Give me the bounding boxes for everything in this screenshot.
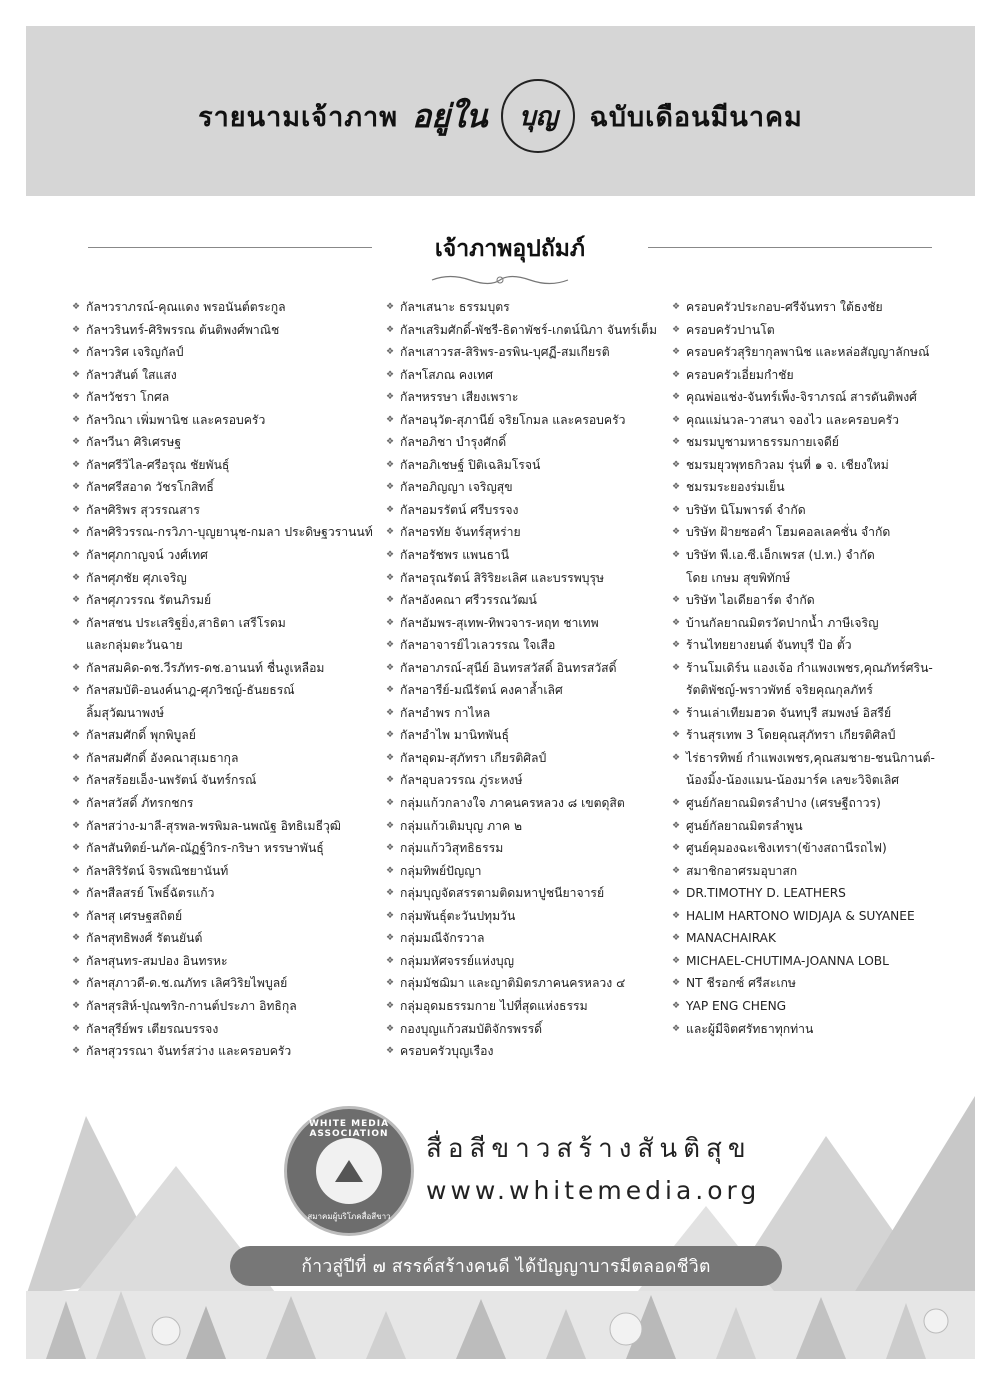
- column-2: [386, 296, 676, 1063]
- list-item: ❖ กัลฯอังคณา ศรีวรรณวัฒน์: [386, 589, 676, 612]
- list-item: ❖ ครอบครัวประกอบ-ศรีจันทรา ใต้ธงชัย: [672, 296, 972, 319]
- title-badge-text: บุญ: [519, 101, 558, 132]
- list-item: ❖ คุณพ่อแช่ง-จันทร์เพ็ง-จิราภรณ์ สารดันติพงศ์: [672, 386, 972, 409]
- list-item: ❖ กัลฯอำไพ มานิทพันธุ์: [386, 724, 676, 747]
- list-item: ❖ กัลฯสีลสรย์ โพธิ์ฉัตรแก้ว: [72, 882, 384, 905]
- list-item: ❖ กลุ่มบุญจัดสรรตามติดมหาปูชนียาจารย์: [386, 882, 676, 905]
- title-badge: [501, 79, 575, 153]
- list-item: ❖ กัลฯเสาวรส-สิริพร-อรพิน-บุศฏี-สมเกียรติ: [386, 341, 676, 364]
- list-item: ❖ กัลฯอำพร กาไหล: [386, 702, 676, 725]
- list-item: ❖ บ้านกัลยาณมิตรวัดปากน้ำ ภาษีเจริญ: [672, 612, 972, 635]
- list-item: ❖ กัลฯวสันต์ ใสแสง: [72, 364, 384, 387]
- list-item: ❖ MANACHAIRAK: [672, 927, 972, 950]
- list-item: ❖ ศูนย์กัลยาณมิตรลำปาง (เศรษฐีถาวร): [672, 792, 972, 815]
- flourish-ornament: [430, 271, 570, 289]
- website-link[interactable]: www.whitemedia.org: [426, 1176, 761, 1205]
- list-item: ❖ กัลฯอนุวัต-สุภานีย์ จริยโกมล และครอบครัว: [386, 409, 676, 432]
- list-item: ❖ กัลฯศรีสอาด วัชรโกสิทธิ์: [72, 476, 384, 499]
- list-item: ❖ กองบุญแก้วสมบัติจักรพรรดิ์: [386, 1018, 676, 1041]
- section-title: เจ้าภาพอุปถัมภ์: [434, 236, 586, 262]
- list-item: ❖ กัลฯศิริวรรณ-กรวิภา-บุญยานุช-กมลา ประดิษฐวรานนท์: [72, 521, 384, 544]
- list-item: ❖ กัลฯสุทธิพงศ์ รัตนยันต์: [72, 927, 384, 950]
- white-media-logo: [284, 1106, 414, 1236]
- list-item: ❖ กัลฯอุบลวรรณ ภู่ระหงษ์: [386, 769, 676, 792]
- list-item: ❖ ครอบครัวสุริยากุลพานิช และหล่อสัญญาลักษณ์: [672, 341, 972, 364]
- list-item: ❖ กัลฯศุภกาญจน์ วงศ์เทศ: [72, 544, 384, 567]
- list-item: ❖ กัลฯสิริรัตน์ จิรพณิชยานันท์: [72, 860, 384, 883]
- list-item: ❖ กัลฯสร้อยเอ็ง-นพรัตน์ จันทร์กรณ์: [72, 769, 384, 792]
- list-item: ❖ กัลฯสุรสิห์-ปุณฑริก-กานต์ประภา อิทธิกุล: [72, 995, 384, 1018]
- divider-left: [88, 247, 372, 248]
- list-item: ❖ กัลฯศุภวรรณ รัตนภิรมย์: [72, 589, 384, 612]
- list-item: ❖ กัลฯเสนาะ ธรรมบุตร: [386, 296, 676, 319]
- list-item: ❖ กัลฯวัชรา โกศล: [72, 386, 384, 409]
- list-item: ❖ กัลฯหรรษา เสียงเพราะ: [386, 386, 676, 409]
- list-item: ❖ กัลฯอารีย์-มณีรัตน์ คงคาล้ำเลิศ: [386, 679, 676, 702]
- list-item: ❖ ร้านโมเดิร์น แองเจ้อ กำแพงเพชร,คุณภัทร์ศริน-: [672, 657, 972, 680]
- divider-right: [648, 247, 932, 248]
- footer-banner-text: ก้าวสู่ปีที่ ๗ สรรค์สร้างคนดี ได้ปัญญาบารมีตลอดชีวิต: [301, 1257, 711, 1277]
- list-item: ❖ คุณแม่นวล-วาสนา จองไว และครอบครัว: [672, 409, 972, 432]
- list-item: ❖ กัลฯอุดม-สุภัทรา เกียรติศิลป์: [386, 747, 676, 770]
- list-item: ❖ ศูนย์คุมองฉะเชิงเทรา(ข้างสถานีรถไฟ): [672, 837, 972, 860]
- list-item: ❖ กัลฯสุรีย์พร เตียรณบรรจง: [72, 1018, 384, 1041]
- list-item: ❖ ร้านไทยยางยนต์ จันทบุรี ป้อ ตั้ว: [672, 634, 972, 657]
- list-item: ❖ กัลฯอภิญญา เจริญสุข: [386, 476, 676, 499]
- list-item: ❖ กัลฯอรัชพร แพนธานี: [386, 544, 676, 567]
- list-item: ❖ ศูนย์กัลยาณมิตรลำพูน: [672, 815, 972, 838]
- list-item: ❖ กัลฯสุวรรณา จันทร์สว่าง และครอบครัว: [72, 1040, 384, 1063]
- list-item: ❖ กลุ่มพันธุ์ตะวันปทุมวัน: [386, 905, 676, 928]
- header-banner: [26, 26, 975, 196]
- list-item: ❖ ร้านสุรเทพ 3 โดยคุณสุภัทรา เกียรติศิลป์: [672, 724, 972, 747]
- list-item: ❖ กัลฯศุภชัย ศุภเจริญ: [72, 567, 384, 590]
- list-item: ❖ กัลฯอาภรณ์-สุนีย์ อินทรสวัสดิ์ อินทรสวัสดิ์: [386, 657, 676, 680]
- logo-emblem: [316, 1138, 382, 1204]
- list-item: ❖ กัลฯสมบัติ-อนงค์นาฎ-ศุภวิชญ์-ธันยธรณ์: [72, 679, 384, 702]
- list-item: ❖ กลุ่มทิพย์ปัญญา: [386, 860, 676, 883]
- list-item: ❖ YAP ENG CHENG: [672, 995, 972, 1018]
- list-item: ❖ กัลฯเสริมศักดิ์-พัชรี-ธิดาพัชร์-เกตน์นิภา จันทร์เต็ม: [386, 319, 676, 342]
- section-header: [26, 231, 975, 291]
- header-title-row: [26, 76, 975, 156]
- page: [26, 26, 975, 1359]
- list-item-continuation: โดย เกษม สุขพิทักษ์: [686, 570, 791, 585]
- list-item: ❖ กัลฯสว่าง-มาลี-สุรพล-พรพิมล-นพณัฐ อิทธิเมธีวุฒิ: [72, 815, 384, 838]
- list-item: ❖ ครอบครัวเอี่ยมกำชัย: [672, 364, 972, 387]
- list-item: ❖ กัลฯอภิเชษฐ์ ปิติเฉลิมโรจน์: [386, 454, 676, 477]
- list-item: ❖ กัลฯอมรรัตน์ ศรีบรรจง: [386, 499, 676, 522]
- list-item: ❖ กัลฯวริศ เจริญกัลป์: [72, 341, 384, 364]
- list-item: ❖ กลุ่มแก้วเติมบุญ ภาค ๒: [386, 815, 676, 838]
- list-item: ❖ กัลฯอรทัย จันทร์สุหร่าย: [386, 521, 676, 544]
- column-3: [672, 296, 972, 1040]
- list-item: ❖ กัลฯสันทิตย์-นภัค-ณัฏฐ์วิกร-กริษา หรรษาพันธุ์: [72, 837, 384, 860]
- list-item: ❖ HALIM HARTONO WIDJAJA & SUYANEE: [672, 905, 972, 928]
- logo-triangle-icon: [335, 1160, 363, 1182]
- list-item-continuation: ลิ้มสุวัฒนาพงษ์: [86, 705, 164, 720]
- list-item: ❖ ครอบครัวปานโต: [672, 319, 972, 342]
- list-item: ❖ ครอบครัวบุญเรือง: [386, 1040, 676, 1063]
- column-1: [72, 296, 384, 1063]
- logo-bottom-text: สมาคมผู้บริโภคสื่อสีขาว: [307, 1212, 391, 1221]
- list-item: ❖ กัลฯวิณา เพิ่มพานิช และครอบครัว: [72, 409, 384, 432]
- list-item: ❖ กัลฯสุ เศรษฐสถิตย์: [72, 905, 384, 928]
- list-item: ❖ กัลฯวีนา ศิริเศรษฐ: [72, 431, 384, 454]
- list-item: ❖ กัลฯอาจารย์ไวเลวรรณ ใจเสือ: [386, 634, 676, 657]
- list-item: ❖ กัลฯสมคิด-ดช.วีรภัทร-ดช.อานนท์ ชื่นงูเหลือม: [72, 657, 384, 680]
- list-item: ❖ กัลฯวราภรณ์-คุณแดง พรอนันต์ตระกูล: [72, 296, 384, 319]
- list-item: ❖ กลุ่มแก้วกลางใจ ภาคนครหลวง ๘ เขตดุสิต: [386, 792, 676, 815]
- list-item: ❖ และผู้มีจิตศรัทธาทุกท่าน: [672, 1018, 972, 1041]
- logo-top-text: WHITE MEDIA ASSOCIATION: [308, 1119, 390, 1139]
- list-item: ❖ กลุ่มมหัศจรรย์แห่งบุญ: [386, 950, 676, 973]
- list-item: ❖ NT ชีรอกซ์ ศรีสะเกษ: [672, 972, 972, 995]
- list-item: ❖ กลุ่มมัชฌิมา และญาติมิตรภาคนครหลวง ๔: [386, 972, 676, 995]
- list-item-continuation: น้องมิ้ง-น้องแมน-น้องมาร์ค เลขะวิจิตเลิศ: [686, 773, 900, 788]
- list-item: ❖ กัลฯสมศักดิ์ พุกพิบูลย์: [72, 724, 384, 747]
- list-item: ❖ กัลฯศิริพร สุวรรณสาร: [72, 499, 384, 522]
- list-item: ❖ กัลฯวรินทร์-ศิริพรรณ ต้นติพงศ์พาณิช: [72, 319, 384, 342]
- list-item: ❖ DR.TIMOTHY D. LEATHERS: [672, 882, 972, 905]
- crystals-decoration: [26, 1291, 975, 1359]
- list-item: ❖ กัลฯศรีวิไล-ศรีอรุณ ชัยพันธุ์: [72, 454, 384, 477]
- list-item: ❖ กัลฯสุภาวดี-ด.ช.ณภัทร เลิศวิริยไพบูลย์: [72, 972, 384, 995]
- list-item: ❖ บริษัท ไอเดียอาร์ต จำกัด: [672, 589, 972, 612]
- list-item: ❖ บริษัท นิโมพารต์ จำกัด: [672, 499, 972, 522]
- list-item: ❖ MICHAEL-CHUTIMA-JOANNA LOBL: [672, 950, 972, 973]
- list-item: ❖ กลุ่มอุดมธรรมกาย ไปที่สุดแห่งธรรม: [386, 995, 676, 1018]
- list-item: ❖ สมาชิกอาศรมอุบาสก: [672, 860, 972, 883]
- list-item: ❖ กัลฯอรุณรัตน์ สิริริยะเลิศ และบรรพบุรุษ: [386, 567, 676, 590]
- list-item: ❖ ไร่ธารทิพย์ กำแพงเพชร,คุณสมชาย-ชนนิกานต์-: [672, 747, 972, 770]
- footer: [26, 1076, 975, 1359]
- list-item: ❖ กัลฯอภิชา บำรุงศักดิ์: [386, 431, 676, 454]
- list-item-continuation: รัตติพัชญ์-พราวพัทธ์ จริยคุณกุลภัทร์: [686, 683, 873, 698]
- list-item: ❖ ชมรมระยองร่มเย็น: [672, 476, 972, 499]
- list-item: ❖ บริษัท ฝ้ายซอคำ โฮมคอลเลคชั่น จำกัด: [672, 521, 972, 544]
- list-item: ❖ กัลฯสวัสดิ์ ภัทรกชกร: [72, 792, 384, 815]
- list-item: ❖ ร้านเล่าเทียมฮวด จันทบุรี สมพงษ์ อิสรีย์: [672, 702, 972, 725]
- slogan: สื่อสีขาวสร้างสันติสุข: [426, 1134, 752, 1164]
- list-item: ❖ กลุ่มมณีจักรวาล: [386, 927, 676, 950]
- list-item: ❖ ชมรมยุวพุทธกิวลม รุ่นที่ ๑ จ. เชียงใหม่: [672, 454, 972, 477]
- list-item: ❖ กัลฯสมศักดิ์ อังคณาสุเมธากุล: [72, 747, 384, 770]
- list-item: ❖ กัลฯสุนทร-สมปอง อินทรหะ: [72, 950, 384, 973]
- title-right: ฉบับเดือนมีนาคม: [589, 101, 803, 133]
- title-script: อยู่ใน: [412, 96, 488, 135]
- list-item: ❖ บริษัท พี.เอ.ซี.เอ็กเพรส (ป.ท.) จำกัด: [672, 544, 972, 567]
- title-left: รายนามเจ้าภาพ: [198, 101, 398, 133]
- list-item: ❖ กลุ่มแก้ววิสุทธิธรรม: [386, 837, 676, 860]
- list-item: ❖ กัลฯอัมพร-สุเทพ-ทิพวจาร-หฤท ชาเทพ: [386, 612, 676, 635]
- list-item: ❖ กัลฯโสภณ คงเทศ: [386, 364, 676, 387]
- list-item: ❖ กัลฯสชน ประเสริฐยิ่ง,สาธิตา เสรีโรดม: [72, 612, 384, 635]
- list-item-continuation: และกลุ่มตะวันฉาย: [86, 638, 183, 653]
- footer-banner: [230, 1246, 782, 1286]
- list-item: ❖ ชมรมบูชามหาธรรมกายเจดีย์: [672, 431, 972, 454]
